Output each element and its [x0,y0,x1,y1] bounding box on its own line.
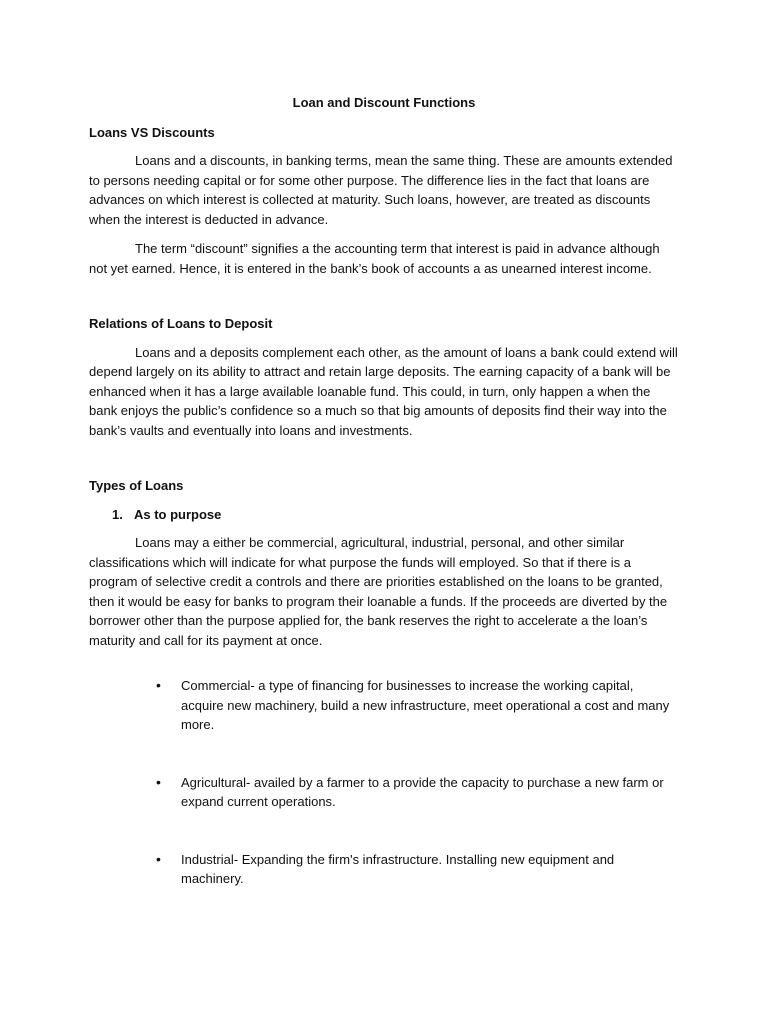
list-item [89,773,679,812]
bullet-icon: • [156,773,161,790]
list-item [89,850,679,889]
numbered-item [89,505,679,525]
paragraph: Loans may a either be commercial, agricultural, industrial, personal, and other similar classifications which will indicate for what purpose the funds will employed. So that if there is a program of selective credit a controls and there are priorities established on the loans to be granted, then it would be easy for banks to program their loanable a funds. If the proceeds are diverted by the borrower other than the purpose applied for, the bank reserves the right to accelerate a the loan’s maturity and call for its payment at once. [89,535,668,648]
paragraph: Loans and a discounts, in banking terms, mean the same thing. These are amounts extended to persons needing capital or for some other purpose. The difference lies in the fact that loans are advances on which interest is collected at maturity. Such loans, however, are treated as discounts when the interest is deducted in advance. [89,153,673,227]
numbered-item-label: As to purpose [134,506,222,522]
bullet-text: Agricultural- availed by a farmer to a provide the capacity to purchase a new farm or expand current operations. [181,774,664,809]
bullet-list [89,676,679,889]
bullet-icon: • [156,850,161,867]
section-heading-loans-vs-discounts: Loans VS Discounts [89,124,215,140]
document-body [89,93,679,927]
list-item [89,676,679,735]
list-number: 1. [112,506,123,522]
paragraph: The term “discount” signifies a the accounting term that interest is paid in advance although not yet earned. Hence, it is entered in the bank’s book of accounts a as unearned interest income. [89,241,660,276]
bullet-text: Commercial- a type of financing for businesses to increase the working capital, acquire new machinery, build a new infrastructure, meet operational a cost and many more. [181,678,670,732]
section-heading-types-of-loans: Types of Loans [89,478,184,493]
section-heading-relations: Relations of Loans to Deposit [89,316,273,331]
bullet-text: Industrial- Expanding the firm's infrastructure. Installing new equipment and machinery. [181,851,615,886]
bullet-icon: • [156,677,161,693]
document-title: Loan and Discount Functions [292,95,476,110]
paragraph: Loans and a deposits complement each other, as the amount of loans a bank could extend will depend largely on its ability to attract and retain large deposits. The earning capacity of a bank will be enhanced when it has a large available loanable fund. This could, in turn, only happen a when the bank enjoys the public’s confidence so a much so that big amounts of deposits find their way into the bank’s vaults and eventually into loans and investments. [89,344,678,438]
